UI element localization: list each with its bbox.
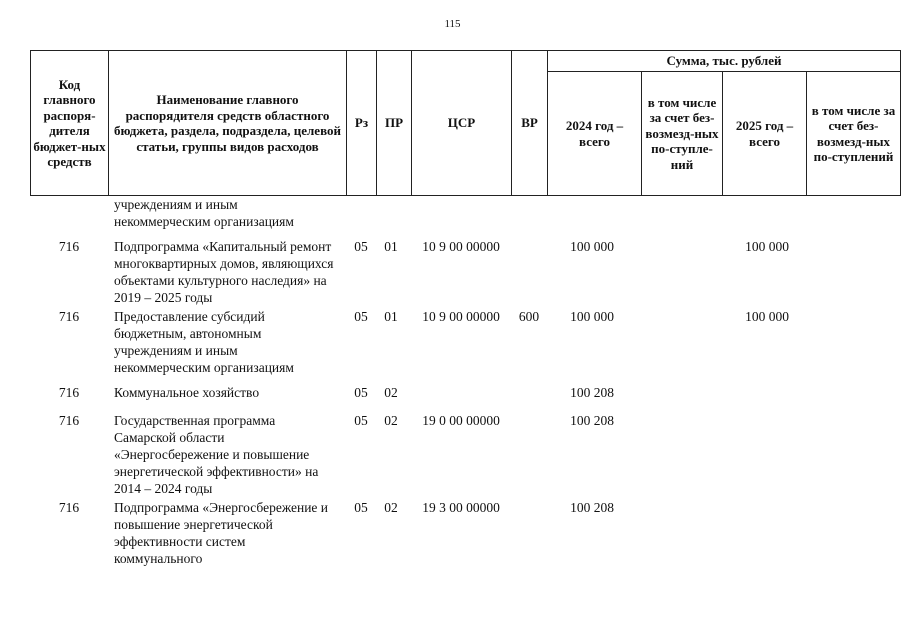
row-pr: 02: [384, 500, 398, 515]
header-name: Наименование главного распорядителя средств областного бюджета, раздела, подраздела, целевой статьи, группы видов расходов: [109, 51, 347, 196]
table-row: [30, 196, 904, 230]
header-2025-total: 2025 год – всего: [723, 72, 807, 196]
row-code: 716: [58, 500, 80, 515]
header-2024-grants: в том числе за счет без-возмезд-ных по-ступле-ний: [642, 72, 723, 196]
row-pr: 01: [384, 309, 398, 324]
table-row: [30, 308, 904, 376]
header-vr: ВР: [512, 51, 548, 196]
row-sum-2024: 100 208: [570, 413, 614, 428]
row-rz: 05: [354, 385, 368, 400]
row-name: Предоставление субсидий бюджетным, автономным учреждениям и иным некоммерческим организациям: [114, 309, 294, 375]
header-csr: ЦСР: [412, 51, 512, 196]
row-sum-2024: 100 208: [570, 500, 614, 515]
row-sum-2024: 100 000: [570, 309, 614, 324]
table-header: [30, 50, 901, 196]
row-name: Государственная программа Самарской области «Энергосбережение и повышение энергетической эффективности» на 2014 – 2024 годы: [114, 413, 319, 496]
row-name: Подпрограмма «Капитальный ремонт многоквартирных домов, являющихся объектами культурного наследия» на 2019 – 2025 годы: [114, 239, 334, 305]
row-sum-2025: 100 000: [745, 309, 789, 324]
table-row: [30, 499, 904, 567]
row-csr: 10 9 00 00000: [422, 309, 500, 324]
row-vr: 600: [518, 309, 540, 324]
row-code: 716: [58, 413, 80, 428]
row-sum-2024: 100 208: [570, 385, 614, 400]
row-sum-2025: 100 000: [745, 239, 789, 254]
row-name: Коммунальное хозяйство: [114, 385, 260, 400]
row-rz: 05: [354, 309, 368, 324]
header-sum-group: Сумма, тыс. рублей: [548, 51, 901, 72]
header-pr: ПР: [377, 51, 412, 196]
table-row: [30, 238, 904, 306]
row-csr: 19 0 00 00000: [422, 413, 500, 428]
row-rz: 05: [354, 239, 368, 254]
row-code: 716: [58, 309, 80, 324]
header-2025-grants: в том числе за счет без-возмезд-ных по-ступлений: [807, 72, 901, 196]
row-rz: 05: [354, 500, 368, 515]
row-pr: 02: [384, 413, 398, 428]
row-rz: 05: [354, 413, 368, 428]
row-name: Подпрограмма «Энергосбережение и повышение энергетической эффективности систем коммунального: [114, 500, 329, 566]
row-code: 716: [58, 239, 80, 254]
table-row: [30, 412, 904, 497]
table-body: [30, 196, 904, 567]
header-rz: Рз: [347, 51, 377, 196]
row-name: учреждениям и иным некоммерческим организациям: [114, 197, 294, 229]
row-csr: 19 3 00 00000: [422, 500, 500, 515]
table-row: [30, 384, 904, 401]
page-number: 115: [444, 18, 461, 30]
row-code: 716: [58, 385, 80, 400]
header-2024-total: 2024 год – всего: [548, 72, 642, 196]
row-pr: 01: [384, 239, 398, 254]
row-csr: 10 9 00 00000: [422, 239, 500, 254]
row-sum-2024: 100 000: [570, 239, 614, 254]
header-code: Код главного распоря-дителя бюджет-ных средств: [31, 51, 109, 196]
row-pr: 02: [384, 385, 398, 400]
